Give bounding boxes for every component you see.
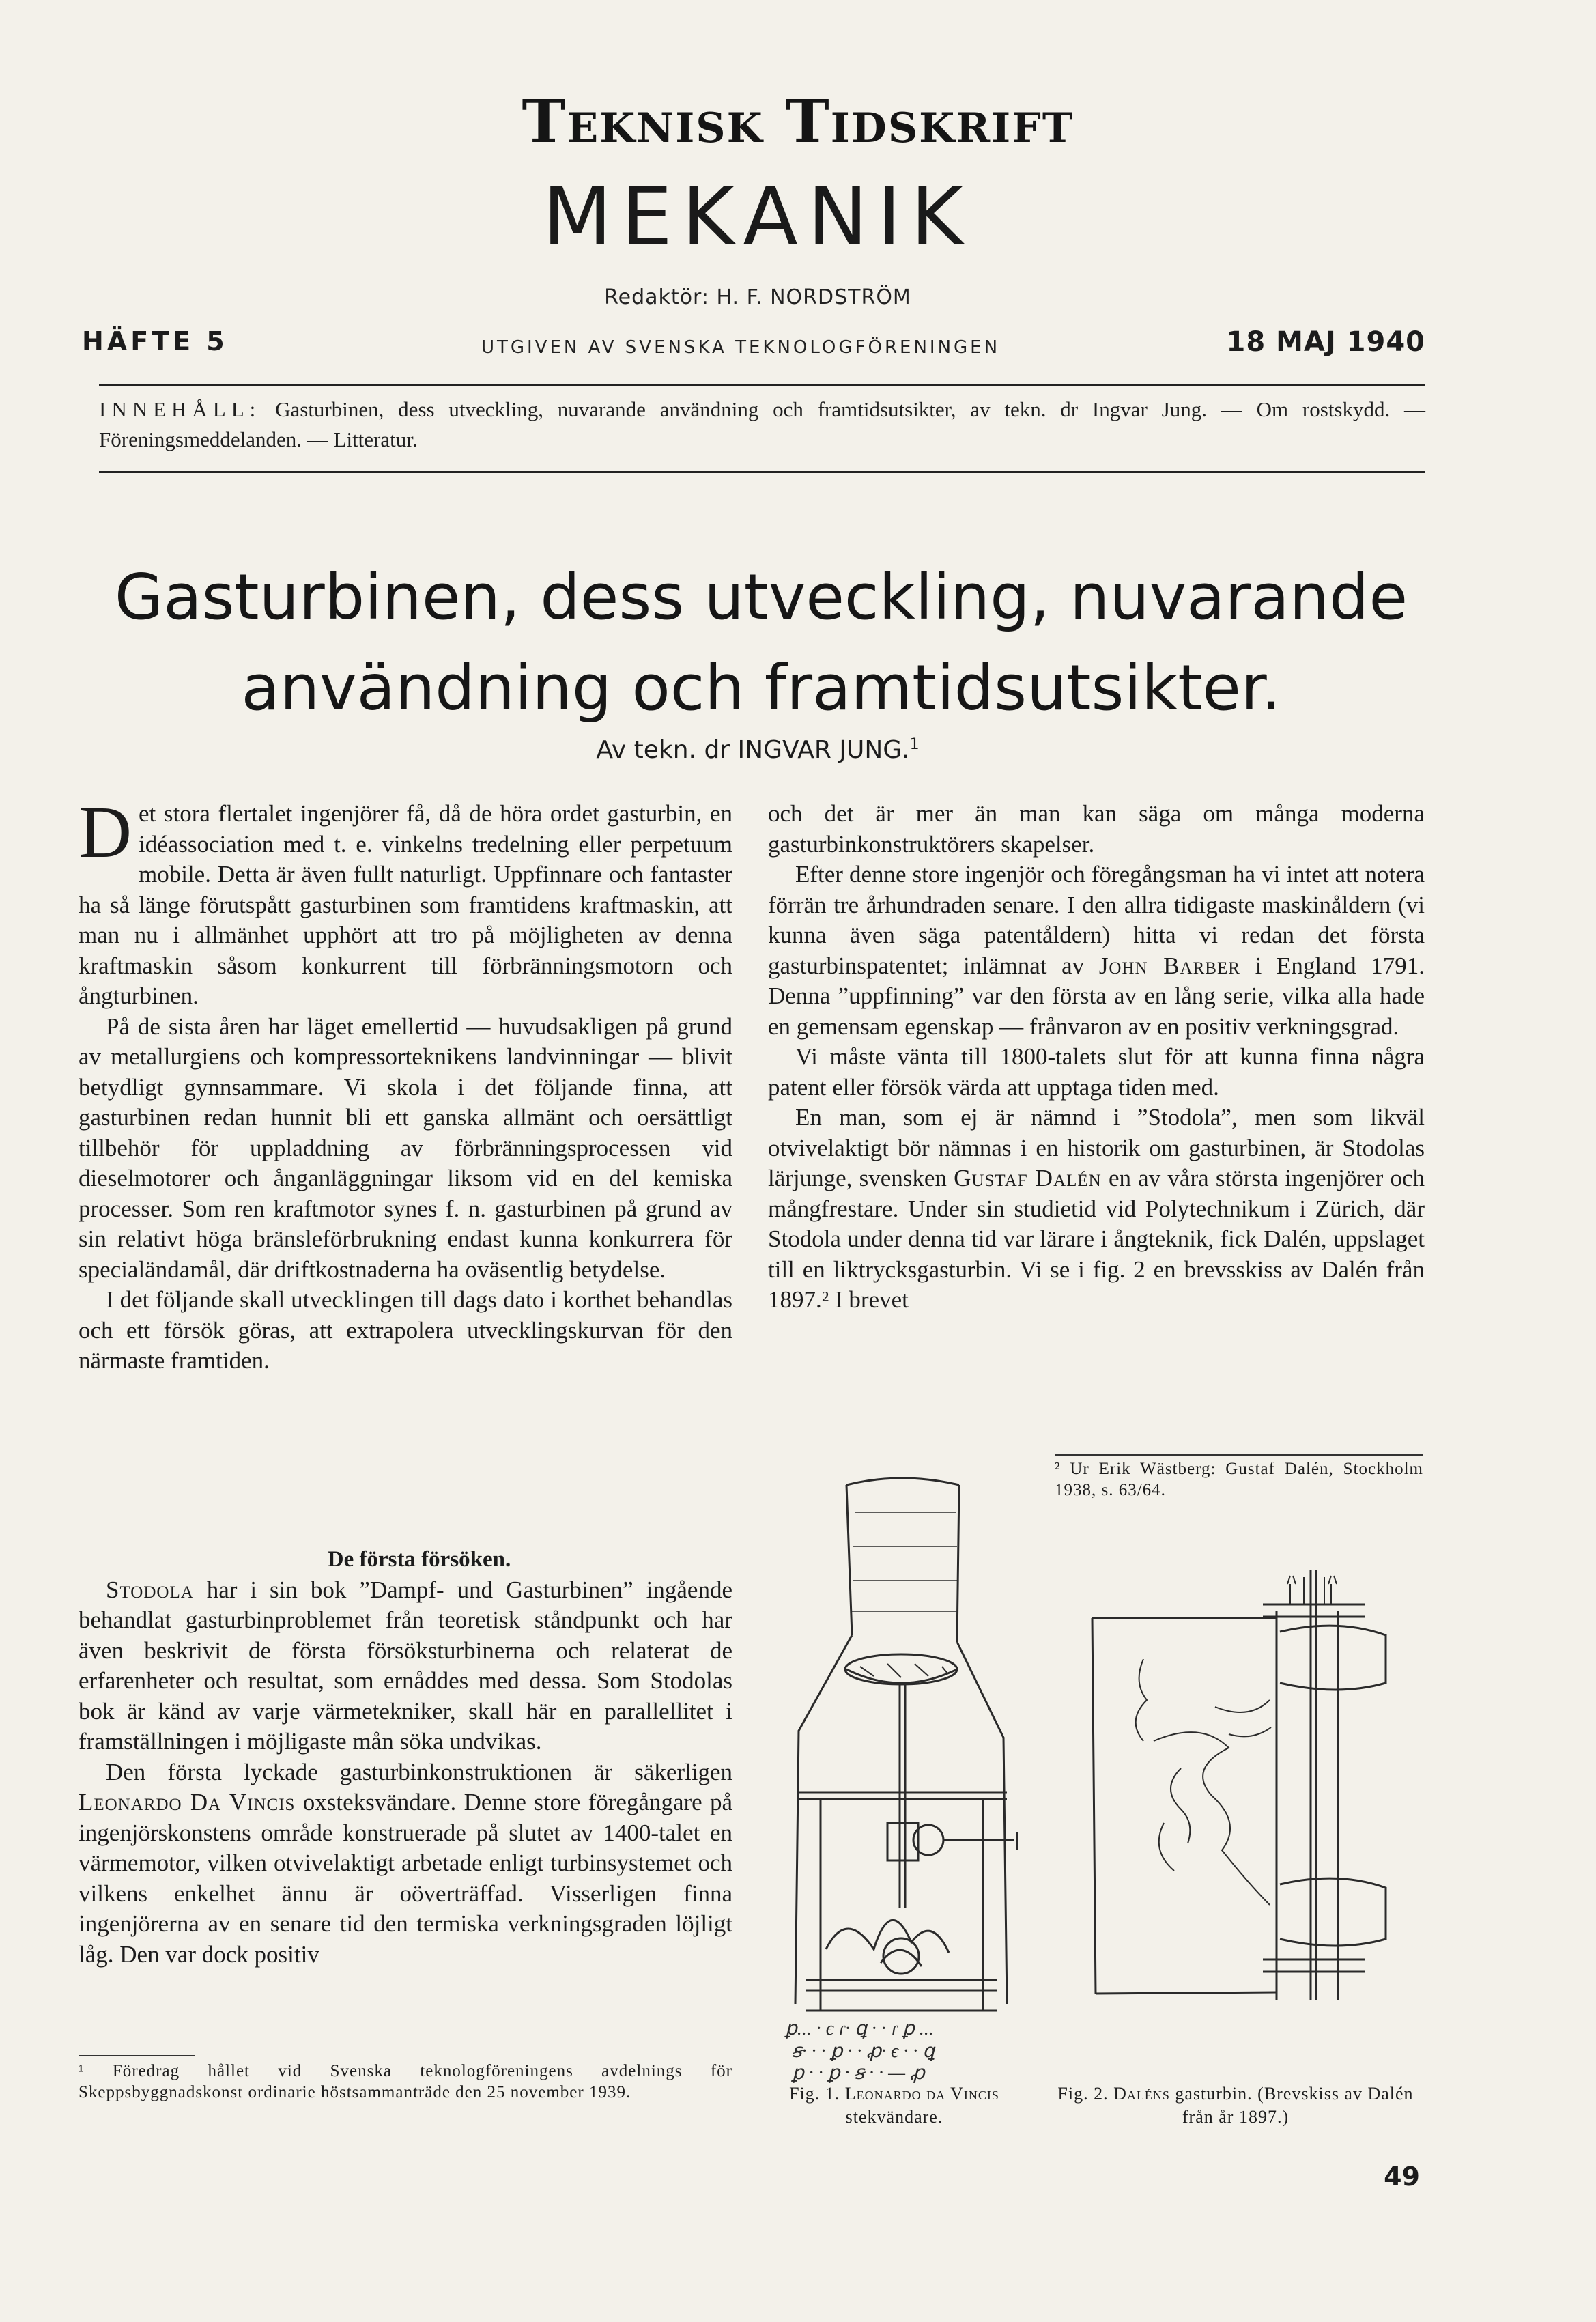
paragraph: Efter denne store ingenjör och föregångsman ha vi intet att notera förrän tre århundraden senare. I den allra tidigaste maskinåldern (vi kunna även säga patentåldern) hitta vi redan det första gasturbinspatentet; inlämnat av John Barber i England 1791. Denna ”uppfinning” var den första av en lång serie, vilka alla hade en gemensam egenskap — frånvaron av en positiv verkningsgrad. bbox=[768, 861, 1425, 1040]
figure-2-caption: Fig. 2. Daléns gasturbin. (Brevskiss av Dalén från år 1897.) bbox=[1057, 2084, 1414, 2127]
contents-label: INNEHÅLL: bbox=[99, 397, 261, 421]
section-subheading: De första försöken. bbox=[327, 1547, 511, 1572]
header-rule-bottom bbox=[99, 471, 1425, 473]
left-column-lower bbox=[79, 1544, 732, 1970]
footnote-1: ¹ Föredrag hållet vid Svenska teknologföreningens avdelnings för Skeppsbyggnadskonst ordinarie höstsammanträde den 25 november 1939. bbox=[79, 2062, 732, 2101]
paragraph: På de sista åren har läget emellertid — huvudsakligen på grund av metallurgiens och kompressorteknikens landvinningar — blivit betydligt gynnsammare. Vi skola i det följande finna, att gasturbinen redan hunnit bli ett ganska allmänt och oersättligt tillbehör för uppladdning av förbränningsprocessen vid dieselmotorer och ånganläggningar liksom vid en del kemiska processer. Som ren kraftmotor synes f. n. gasturbinen på grund av sin relativt höga bränsleförbrukning endast kunna konkurrera för specialändamål, där driftkostnaderna ha oväsentlig betydelse. bbox=[79, 1013, 732, 1283]
figure-1-script-line-2: ꞩ· · · ꝑ · · ꝓ· ϵ · · ꝗ bbox=[792, 2041, 935, 2062]
article-title-line1: Gasturbinen, dess utveckling, nuvarande bbox=[114, 561, 1408, 634]
figure-1-sketch bbox=[778, 1471, 1079, 2084]
paragraph: Det stora flertalet ingenjörer få, då de höra ordet gasturbin, en idéassociation med t. e. vinkelns tredelning eller perpetuum mobile. Detta är även fullt naturligt. Uppfinnare och fantaster ha så länge förutspått gasturbinen som framtidens kraftmaskin, att man nu i allmänhet upphört att tro på möjligheten av denna kraftmaskin såsom konkurrent till förbränningsmotorn och ångturbinen. bbox=[79, 792, 732, 1009]
contents-text: Gasturbinen, dess utveckling, nuvarande användning och framtidsutsikter, av tekn. dr Ingvar Jung. — Om rostskydd. — Föreningsmeddelanden. — Litteratur. bbox=[99, 397, 1426, 451]
editor-line: Redaktör: H. F. NORDSTRÖM bbox=[604, 285, 911, 309]
figure-1-script-line-1: ꝑ... · ϵ ɾ· ꝗ · · ɾ ꝑ ... bbox=[785, 2018, 934, 2039]
article-title-line2: användning och framtidsutsikter. bbox=[241, 651, 1281, 724]
header-rule-top bbox=[99, 384, 1425, 386]
paragraph: Vi måste vänta till 1800-talets slut för att kunna finna några patent eller försök värda att upptaga tiden med. bbox=[768, 1043, 1425, 1101]
figure-1-caption: Fig. 1. Leonardo da Vincis stekvändare. bbox=[789, 2084, 999, 2127]
paragraph: Stodola har i sin bok ”Dampf- und Gasturbinen” ingående behandlat gasturbinproblemet från teoretisk ståndpunkt och har även beskrivit de första försöksturbinerna och relaterat de erfarenheter och resultat, som ernåddes med dessa. Som Stodolas bok är känd av varje värmetekniker, skall här en parallellitet i framställningen i möjligaste mån söka undvikas. bbox=[79, 1576, 732, 1755]
section-title: MEKANIK bbox=[542, 169, 973, 264]
article-title bbox=[102, 552, 1420, 733]
left-column bbox=[79, 792, 732, 1376]
byline-text: Av tekn. dr INGVAR JUNG. bbox=[596, 736, 910, 764]
issue-label: HÄFTE 5 bbox=[82, 326, 228, 356]
page-number: 49 bbox=[1384, 2162, 1420, 2192]
journal-title: Teknisk Tidskrift bbox=[522, 87, 1074, 156]
issue-date: 18 MAJ 1940 bbox=[1226, 326, 1425, 358]
footnote-rule-2 bbox=[1055, 1454, 1423, 1456]
drop-cap: D bbox=[79, 792, 132, 873]
footnote-rule bbox=[79, 2055, 195, 2056]
paragraph: Den första lyckade gasturbinkonstruktionen är säkerligen Leonardo Da Vincis oxsteksvändare. Denne store föregångare på ingenjörskonstens område konstruerade på slutet av 1400-talet en värmemotor, vilken otvivelaktigt arbetade enligt turbinsystemet och vilkens enkelhet ännu är oöverträffad. Visserligen finna ingenjörerna av en senare tid den termiska verkningsgraden löjligt låg. Den var dock positiv bbox=[79, 1758, 733, 1968]
byline-footnote-mark: 1 bbox=[909, 736, 920, 753]
right-column bbox=[768, 799, 1425, 1316]
contents-block bbox=[99, 395, 1425, 455]
paragraph: och det är mer än man kan säga om många moderna gasturbinkonstruktörers skapelser. bbox=[768, 800, 1425, 858]
figure-1-script-line-3: ꝑ · · ꝑ · ꞩ · · — ꝓ bbox=[792, 2063, 925, 2084]
footnote-2: ² Ur Erik Wästberg: Gustaf Dalén, Stockholm 1938, s. 63/64. bbox=[1055, 1460, 1423, 1499]
figure-2-sketch bbox=[1085, 1563, 1440, 2000]
paragraph: En man, som ej är nämnd i ”Stodola”, men som likväl otvivelaktigt bör nämnas i en historik om gasturbinen, är Stodolas lärjunge, svensken Gustaf Dalén en av våra största ingenjörer och mångfrestare. Under sin studietid vid Polytechnikum i Zürich, där Stodola under denna tid var lärare i ångteknik, fick Dalén, uppslaget till en liktrycksgasturbin. Vi se i fig. 2 en brevsskiss av Dalén från 1897.² I brevet bbox=[768, 1104, 1425, 1313]
paragraph: I det följande skall utvecklingen till dags dato i korthet behandlas och ett försök göras, att extrapolera utvecklingskurvan för den närmaste framtiden. bbox=[79, 1286, 732, 1374]
byline bbox=[0, 736, 1515, 764]
publisher-line: UTGIVEN AV SVENSKA TEKNOLOGFÖRENINGEN bbox=[481, 337, 1001, 358]
